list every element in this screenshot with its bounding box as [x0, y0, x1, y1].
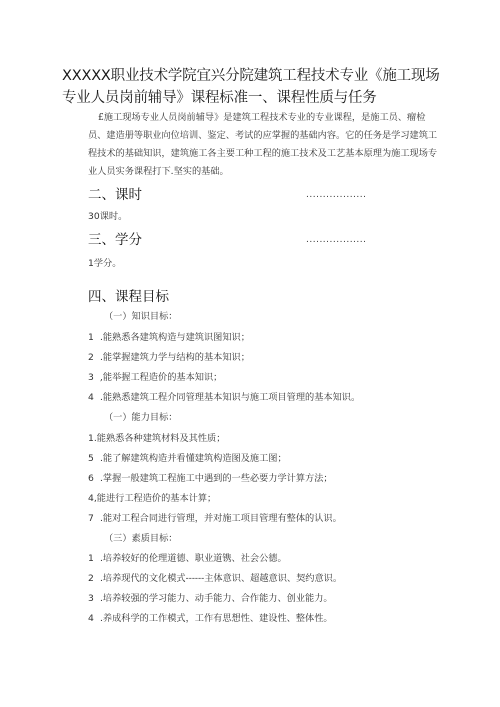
knowledge-item-number: 1: [88, 332, 94, 343]
knowledge-item-text: .能熟悉各建筑构造与建筑识图知识；: [100, 332, 250, 343]
ability-item-number: 5: [88, 453, 94, 464]
knowledge-item-text: .能掌握建筑力学与结构的基本知识；: [100, 352, 250, 363]
quality-item-text: .培养较强的学习能力、动手能力、合作能力、创业能力。: [100, 593, 333, 604]
document-title-line-1: XXXXX职业技术学院宜兴分院建筑工程技术专业《施工现场: [62, 68, 440, 84]
knowledge-goals-title: （一）知识目标：: [104, 311, 178, 322]
quality-item-number: 4: [88, 613, 94, 624]
ability-item: [88, 470, 333, 484]
hours-content: 30课时。: [88, 211, 128, 222]
ability-item: [88, 450, 287, 464]
knowledge-item: [88, 389, 360, 403]
quality-item: [88, 550, 287, 564]
hours-leader-dots: ..................: [306, 190, 367, 200]
quality-item-number: 1: [88, 553, 94, 564]
knowledge-item-text: .能熟悉建筑工程介同管理基本知识与施工项目管理的基本知识。: [100, 392, 361, 403]
intro-line-1: £施工现场专业人员岗前辅导》是建筑工程技术专业的专业课程，是施工员、瘤检: [98, 112, 426, 123]
credits-content: 1学分。: [88, 258, 122, 269]
quality-item: [88, 610, 333, 624]
knowledge-item-number: 4: [88, 392, 94, 403]
quality-item-text: .培养现代的文化模式------主体意识、超越意识、契约意识。: [100, 573, 343, 584]
ability-item-number: 6: [88, 473, 94, 484]
knowledge-item: [88, 349, 250, 363]
quality-item: [88, 590, 333, 604]
ability-item-text: .掌握一般建筑工程施工中遇到的一些必要力学计算方法；: [100, 473, 333, 484]
quality-item-text: .培养较好的伦理道德、职业道镌、社会公德。: [100, 553, 287, 564]
ability-item: 1.能熟悉各种建筑材料及其性质；: [88, 433, 226, 444]
quality-item: [88, 570, 342, 584]
knowledge-item: [88, 369, 222, 383]
quality-item-text: .养成科学的工作模式，工作有思想性、建设性、整体性。: [100, 613, 333, 624]
knowledge-item: [88, 329, 250, 343]
credits-heading: 三、学分: [88, 232, 142, 248]
ability-goals-title: （一）能力目标：: [104, 412, 178, 423]
ability-item-text: .能对工程合同进行管理，并对施工项目管理有整体的认识。: [100, 513, 342, 524]
intro-line-2: 员、建造册等职业向位培训、鉴定、考试的应掌握的基础内容。它的任务是学习建筑工: [88, 130, 438, 141]
credits-leader-dots: ..................: [306, 235, 367, 245]
intro-line-3: 程技术的基础知识，建筑施工各主要工种工程的施工技术及工艺基本原理为施工现场专: [88, 148, 438, 159]
knowledge-item-number: 3: [88, 372, 94, 383]
knowledge-item-text: ,能举握工程造价的基本知识；: [100, 372, 223, 383]
intro-line-4: 业人员实务课程打下.坚实的基础。: [88, 166, 229, 177]
ability-item: 4,能进行工程造价的基本计算；: [88, 493, 217, 504]
ability-item: [88, 510, 342, 524]
knowledge-item-number: 2: [88, 352, 94, 363]
ability-item-text: .能了解建筑构造并看懂建筑构造图及施工图；: [100, 453, 287, 464]
quality-item-number: 3: [88, 593, 94, 604]
quality-goals-title: （三）素质目标：: [104, 533, 178, 544]
quality-item-number: 2: [88, 573, 94, 584]
ability-item-number: 7: [88, 513, 94, 524]
hours-heading: 二、课时: [88, 187, 142, 203]
goals-heading: 四、课程目标: [88, 289, 169, 305]
document-title-line-2: 专业人员岗前辅导》课程标准一、课程性质与任务: [62, 90, 377, 106]
